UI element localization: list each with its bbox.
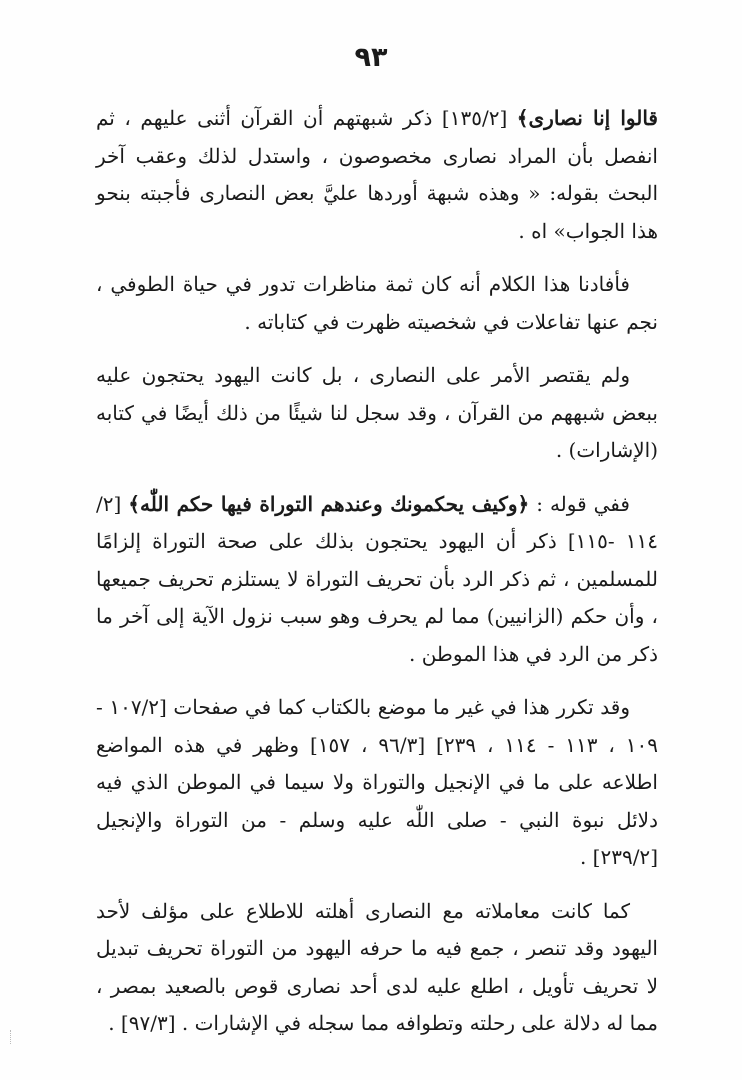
page-number: ٩٣	[354, 42, 388, 73]
quoted-verse-bold: ﴿وكيف يحكمونك وعندهم التوراة فيها حكم اللّٰه﴾	[128, 491, 530, 516]
paragraph-2: فأفادنا هذا الكلام أنه كان ثمة مناظرات تدور في حياة الطوفي ، نجم عنها تفاعلات في شخصيته ظهرت في كتاباته .	[96, 272, 658, 334]
paragraph-5: وقد تكرر هذا في غير ما موضع بالكتاب كما في صفحات [١٠٧/٢ - ١٠٩ ، ١١٣ - ١١٤ ، ٢٣٩] [٩٦/٣ ، ١٥٧] وظهر في هذه المواضع اطلاعه على ما في الإنجيل والتوراة ولا سيما في الموطن الذي فيه دلائل نبوة النبي - صلى اللّٰه عليه وسلم - من التوراة والإنجيل [٢٣٩/٢] .	[96, 695, 659, 869]
paragraph-text: [٢/ ١١٤ -١١٥] ذكر أن اليهود يحتجون بذلك على صحة التوراة إلزامًا للمسلمين ، ثم ذكر الرد بأن تحريف التوراة لا يستلزم تحريف جميعها ، وأن حكم (الزانيين) مما لم يحرف وهو سبب نزول الآية إلى آخر ما ذكر من الرد في هذا الموطن .	[96, 491, 658, 666]
paragraph-text: [١٣٥/٢] ذكر شبهتهم أن القرآن أثنى عليهم ، ثم انفصل بأن المراد نصارى مخصوصون ، واستدل لذلك وعقب آخر البحث بقوله: « وهذه شبهة أوردها عليَّ بعض النصارى فأجبته بنحو هذا الجواب» اه .	[96, 106, 658, 243]
paragraph-4	[96, 486, 658, 674]
paragraph-lead: ففي قوله :	[529, 491, 630, 516]
text-body	[96, 100, 658, 1059]
paragraph-1	[96, 100, 658, 250]
paragraph-3: ولم يقتصر الأمر على النصارى ، بل كانت اليهود يحتجون عليه ببعض شبههم من القرآن ، وقد سجل لنا شيئًا من ذلك أيضًا في كتابه (الإشارات) .	[96, 363, 658, 462]
quoted-verse-bold: قالوا إنا نصارى﴾	[516, 106, 658, 130]
paragraph-6: كما كانت معاملاته مع النصارى أهلته للاطلاع على مؤلف لأحد اليهود وقد تنصر ، جمع فيه ما حرفه اليهود من التوراة تحريف تبديل لا تحريف تأويل ، اطلع عليه لدى أحد نصارى قوص بالصعيد بمصر ، مما له دلالة على رحلته وتطوافه مما سجله في الإشارات . [٩٧/٣] .	[96, 898, 658, 1035]
scan-edge-mark	[10, 1030, 14, 1044]
